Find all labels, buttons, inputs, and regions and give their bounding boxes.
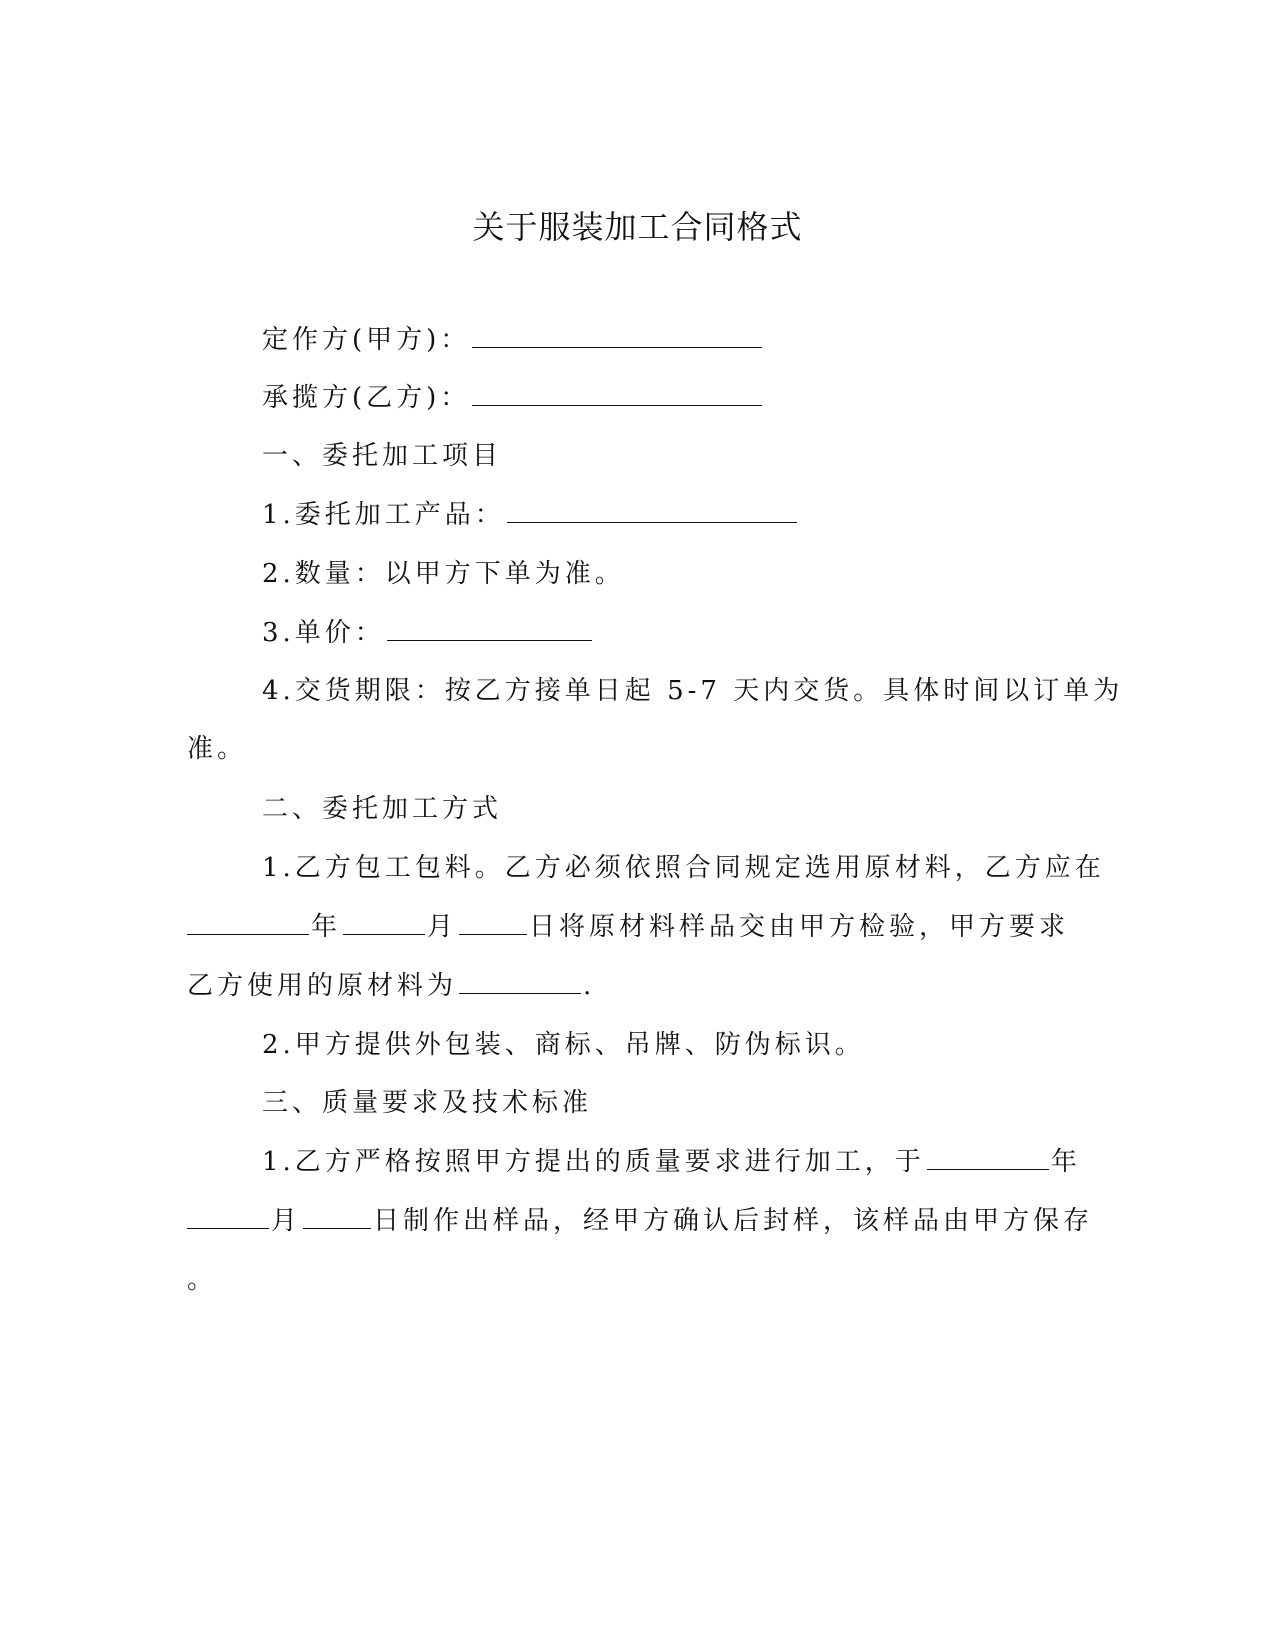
item-3-1-month: 月	[271, 1206, 302, 1236]
sample-year-blank	[927, 1145, 1049, 1170]
item-1-3-label: 3.单价：	[262, 618, 385, 648]
party-a-line	[262, 322, 764, 358]
item-1-2: 2.数量：以甲方下单为准。	[262, 559, 625, 589]
item-2-1-year: 年	[311, 912, 342, 942]
party-a-blank	[472, 323, 762, 348]
item-3-1-year: 年	[1050, 1147, 1081, 1177]
party-a-label: 定作方(甲方)：	[262, 325, 471, 355]
section-1-heading: 一、委托加工项目	[262, 441, 503, 471]
item-1-1-line	[262, 497, 799, 533]
item-2-1-line-3-end: .	[583, 971, 596, 1001]
day-blank	[459, 910, 527, 935]
party-b-line	[262, 380, 764, 416]
material-blank	[459, 969, 581, 994]
item-1-4-line-1: 4.交货期限：按乙方接单日起 5-7 天内交货。具体时间以订单为	[262, 676, 1124, 706]
item-2-1-line-2	[187, 909, 1069, 945]
item-3-1-rest: 日制作出样品，经甲方确认后封样，该样品由甲方保存	[373, 1206, 1094, 1236]
section-3-heading: 三、质量要求及技术标准	[262, 1088, 593, 1118]
item-3-1-line-1	[262, 1144, 1081, 1180]
item-1-4-line-2: 准。	[187, 734, 248, 764]
item-2-1-month: 月	[427, 912, 458, 942]
item-1-1-label: 1.委托加工产品：	[262, 500, 505, 530]
item-3-1-line-2	[187, 1203, 1093, 1239]
item-3-1-line-3: 。	[187, 1265, 218, 1295]
item-2-1-line-1: 1.乙方包工包料。乙方必须依照合同规定选用原材料，乙方应在	[262, 853, 1105, 883]
unit-price-blank	[387, 616, 592, 641]
item-1-3-line	[262, 615, 594, 651]
item-2-1-line-3-text: 乙方使用的原材料为	[187, 971, 458, 1001]
item-2-2: 2.甲方提供外包装、商标、吊牌、防伪标识。	[262, 1030, 865, 1060]
sample-day-blank	[303, 1204, 371, 1229]
item-2-1-line-3	[187, 968, 595, 1004]
item-3-1-line-1-text: 1.乙方严格按照甲方提出的质量要求进行加工，于	[262, 1147, 925, 1177]
document-title: 关于服装加工合同格式	[472, 208, 803, 246]
month-blank	[343, 910, 425, 935]
item-2-1-rest: 日将原材料样品交由甲方检验，甲方要求	[529, 912, 1070, 942]
product-blank	[507, 498, 797, 523]
sample-month-blank	[187, 1204, 269, 1229]
party-b-label: 承揽方(乙方)：	[262, 383, 471, 413]
section-2-heading: 二、委托加工方式	[262, 794, 503, 824]
year-blank	[187, 910, 309, 935]
party-b-blank	[472, 381, 762, 406]
